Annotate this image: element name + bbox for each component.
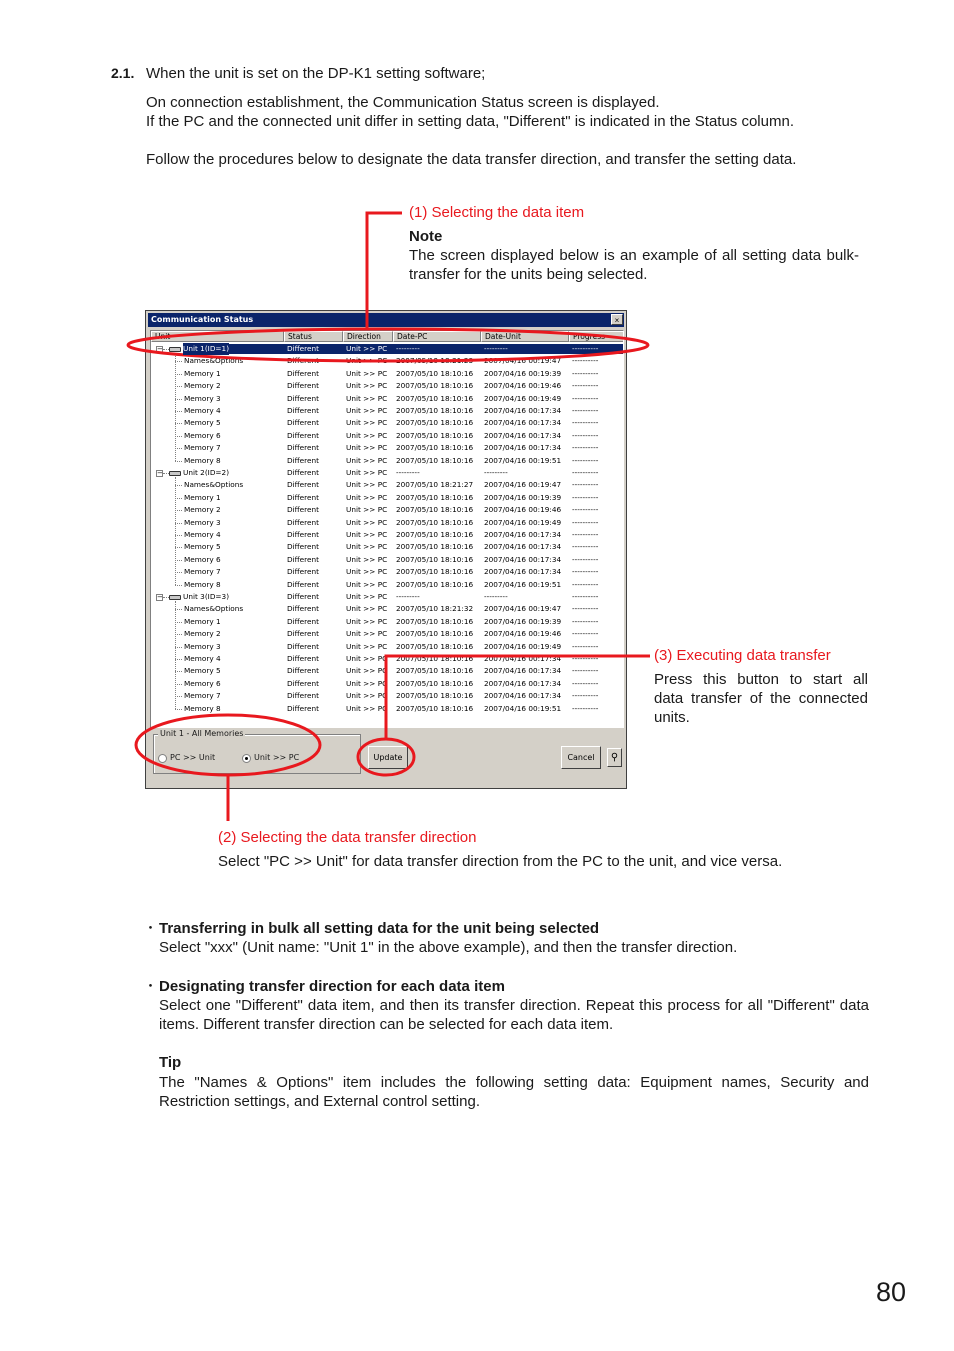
- row-date-pc: 2007/05/10 18:10:16: [396, 517, 474, 527]
- callout-3-title: (3) Executing data transfer: [654, 647, 831, 664]
- row-progress: ----------: [572, 418, 599, 428]
- column-header-date-unit[interactable]: Date-Unit: [481, 331, 569, 342]
- row-date-unit: 2007/04/16 00:19:49: [484, 517, 562, 527]
- row-direction: Unit >> PC: [346, 542, 388, 552]
- row-direction: Unit >> PC: [346, 567, 388, 577]
- column-header-date-pc[interactable]: Date-PC: [393, 331, 481, 342]
- bullet-1-text: Select "xxx" (Unit name: "Unit 1" in the above example), and then the transfer direction.: [159, 939, 738, 956]
- page-number: 80: [876, 1277, 907, 1307]
- tree-connector: [175, 523, 182, 524]
- column-header-progress[interactable]: Progress: [569, 331, 624, 342]
- row-direction: Unit >> PC: [346, 480, 388, 490]
- row-status: Different: [287, 666, 319, 676]
- tree-connector: [175, 485, 182, 486]
- tree-connector: [175, 634, 182, 635]
- row-name: Memory 4: [184, 654, 221, 663]
- tree-item-row[interactable]: [151, 405, 623, 417]
- row-name: Memory 6: [184, 554, 221, 564]
- tree-item-row[interactable]: [151, 690, 623, 702]
- row-status: Different: [287, 505, 319, 515]
- row-date-pc: 2007/05/10 18:10:16: [396, 666, 474, 676]
- row-date-pc: 2007/05/10 18:10:16: [396, 492, 474, 502]
- tree-item-row[interactable]: [151, 566, 623, 578]
- row-progress: ----------: [572, 517, 599, 527]
- row-status: Different: [287, 542, 319, 552]
- row-direction: Unit >> PC: [346, 530, 388, 539]
- row-date-unit: 2007/04/16 00:17:34: [484, 678, 562, 688]
- unit-device-icon: [169, 595, 181, 600]
- intro-line-1: On connection establishment, the Communication Status screen is displayed.: [146, 94, 660, 111]
- row-direction: Unit >> PC: [346, 430, 388, 440]
- row-date-pc: 2007/05/10 18:10:16: [396, 554, 474, 564]
- row-status: Different: [287, 468, 319, 477]
- update-button[interactable]: Update: [368, 746, 408, 769]
- row-name: Memory 1: [184, 492, 221, 502]
- row-status: Different: [287, 455, 319, 465]
- row-status: Different: [287, 406, 319, 415]
- row-status: Different: [287, 691, 319, 701]
- tree-connector: [175, 560, 182, 561]
- row-date-unit: 2007/04/16 00:17:34: [484, 406, 562, 415]
- row-direction: Unit >> PC: [346, 381, 388, 391]
- row-direction: Unit >> PC: [346, 418, 388, 428]
- callout-1-note-label: Note: [409, 228, 443, 245]
- row-progress: ----------: [572, 604, 599, 614]
- tree-item-row[interactable]: [151, 380, 623, 392]
- row-name: Names&Options: [184, 480, 244, 490]
- tree-connector: [175, 535, 182, 536]
- row-date-pc: 2007/05/10 18:10:16: [396, 567, 474, 577]
- callout-1-title: (1) Selecting the data item: [409, 204, 585, 221]
- tree-guide-line: [175, 477, 176, 585]
- row-date-pc: 2007/05/10 18:10:16: [396, 368, 474, 378]
- direction-group-label: Unit 1 - All Memories: [160, 729, 244, 738]
- tree-connector: [175, 622, 182, 623]
- row-date-pc: ---------: [396, 592, 420, 601]
- row-name: Memory 6: [184, 430, 221, 440]
- row-date-unit: 2007/04/16 00:17:34: [484, 691, 562, 701]
- row-date-pc: 2007/05/10 18:10:16: [396, 691, 474, 701]
- row-progress: ----------: [572, 356, 599, 366]
- radio-pc-to-unit[interactable]: [158, 754, 167, 763]
- row-progress: ----------: [572, 592, 599, 601]
- row-name: Memory 8: [184, 703, 221, 713]
- callout-1-note-text: The screen displayed below is an example of all setting data bulk-transfer for the units being selected.: [409, 247, 859, 283]
- row-name: Memory 4: [184, 406, 221, 415]
- tree-item-row[interactable]: [151, 442, 623, 454]
- row-date-unit: 2007/04/16 00:17:34: [484, 418, 562, 428]
- row-date-pc: 2007/05/10 18:10:16: [396, 641, 474, 651]
- row-date-unit: 2007/04/16 00:17:34: [484, 666, 562, 676]
- row-name: Memory 3: [184, 517, 221, 527]
- row-progress: ----------: [572, 579, 599, 589]
- row-progress: ----------: [572, 641, 599, 651]
- dialog-titlebar: [148, 313, 624, 327]
- row-progress: ----------: [572, 492, 599, 502]
- tree-connector: [175, 423, 182, 424]
- tree-guide-line: [175, 601, 176, 709]
- row-progress: ----------: [572, 567, 599, 577]
- tree-connector: [175, 361, 182, 362]
- row-date-unit: ---------: [484, 592, 508, 601]
- row-progress: ----------: [572, 505, 599, 515]
- tree-connector: [175, 510, 182, 511]
- row-progress: ----------: [572, 629, 599, 639]
- dialog-title: Communication Status: [151, 315, 254, 324]
- row-date-unit: ---------: [484, 468, 508, 477]
- row-progress: ----------: [572, 678, 599, 688]
- row-progress: ----------: [572, 455, 599, 465]
- row-progress: ----------: [572, 406, 599, 415]
- tree-connector: [175, 585, 182, 586]
- row-direction: Unit >> PC: [346, 517, 388, 527]
- row-status: Different: [287, 629, 319, 639]
- row-name: Memory 3: [184, 641, 221, 651]
- row-progress: ----------: [572, 480, 599, 490]
- row-date-pc: 2007/05/10 18:21:23: [396, 356, 474, 366]
- tree-connector: [175, 647, 182, 648]
- row-date-pc: 2007/05/10 18:10:16: [396, 530, 474, 539]
- row-date-pc: 2007/05/10 18:10:16: [396, 418, 474, 428]
- tree-connector: [175, 609, 182, 610]
- row-direction: Unit >> PC: [346, 691, 388, 701]
- row-name: Memory 3: [184, 393, 221, 403]
- row-name: Memory 4: [184, 530, 221, 539]
- section-heading: When the unit is set on the DP-K1 setting software;: [146, 65, 486, 82]
- row-date-unit: 2007/04/16 00:19:46: [484, 381, 562, 391]
- tree-connector: [175, 386, 182, 387]
- bullet-1-marker: ・: [143, 920, 159, 937]
- bullet-2-title: Designating transfer direction for each data item: [159, 978, 505, 995]
- row-date-unit: 2007/04/16 00:17:34: [484, 443, 562, 453]
- row-name: Unit 1(ID=1): [183, 344, 230, 353]
- row-date-pc: 2007/05/10 18:10:16: [396, 579, 474, 589]
- row-progress: ----------: [572, 654, 599, 663]
- row-date-pc: 2007/05/10 18:10:16: [396, 654, 474, 663]
- communication-status-dialog: [145, 310, 627, 789]
- row-date-pc: 2007/05/10 18:10:16: [396, 393, 474, 403]
- tree-item-row[interactable]: [151, 455, 623, 467]
- row-name: Memory 8: [184, 455, 221, 465]
- row-date-pc: 2007/05/10 18:10:16: [396, 629, 474, 639]
- row-date-unit: 2007/04/16 00:19:39: [484, 492, 562, 502]
- column-header-unit[interactable]: Unit: [151, 331, 284, 342]
- row-direction: Unit >> PC: [346, 492, 388, 502]
- tree-item-row[interactable]: [151, 430, 623, 442]
- row-direction: Unit >> PC: [346, 666, 388, 676]
- row-status: Different: [287, 368, 319, 378]
- row-direction: Unit >> PC: [346, 368, 388, 378]
- collapse-icon[interactable]: −: [157, 469, 163, 477]
- row-progress: ----------: [572, 468, 599, 477]
- tree-item-row[interactable]: [151, 703, 623, 715]
- tree-connector: [175, 448, 182, 449]
- row-direction: Unit >> PC: [346, 703, 388, 713]
- tree-connector: [175, 659, 182, 660]
- row-date-unit: 2007/04/16 00:19:47: [484, 480, 562, 490]
- tree-item-row[interactable]: [151, 616, 623, 628]
- tree-item-row[interactable]: [151, 479, 623, 491]
- row-name: Memory 2: [184, 629, 221, 639]
- row-name: Memory 2: [184, 505, 221, 515]
- row-date-unit: 2007/04/16 00:17:34: [484, 567, 562, 577]
- collapse-icon[interactable]: −: [157, 593, 163, 601]
- callout-2-text: Select "PC >> Unit" for data transfer direction from the PC to the unit, and vice versa.: [218, 853, 783, 870]
- tree-unit-row[interactable]: [151, 591, 623, 603]
- row-date-pc: 2007/05/10 18:10:16: [396, 455, 474, 465]
- row-date-unit: 2007/04/16 00:17:34: [484, 654, 562, 663]
- row-progress: ----------: [572, 703, 599, 713]
- row-direction: Unit >> PC: [346, 616, 388, 626]
- row-name: Unit 2(ID=2): [183, 468, 230, 477]
- row-date-unit: 2007/04/16 00:19:49: [484, 393, 562, 403]
- row-name: Memory 1: [184, 368, 221, 378]
- tree-connector: [175, 374, 182, 375]
- tree-item-row[interactable]: [151, 554, 623, 566]
- tip-text: The "Names & Options" item includes the following setting data: Equipment names, Security and Restriction settings, and External control setting.: [159, 1074, 869, 1110]
- tree-connector: [175, 709, 182, 710]
- row-status: Different: [287, 356, 319, 366]
- row-direction: Unit >> PC: [346, 468, 388, 477]
- bullet-1-title: Transferring in bulk all setting data for the unit being selected: [159, 920, 600, 937]
- row-date-pc: 2007/05/10 18:10:16: [396, 381, 474, 391]
- tree-item-row[interactable]: [151, 603, 623, 615]
- row-date-unit: 2007/04/16 00:19:49: [484, 641, 562, 651]
- row-status: Different: [287, 480, 319, 490]
- tree-connector: [175, 547, 182, 548]
- row-status: Different: [287, 443, 319, 453]
- row-status: Different: [287, 567, 319, 577]
- row-name: Memory 6: [184, 678, 221, 688]
- row-progress: ----------: [572, 616, 599, 626]
- bullet-2-text: Select one "Different" data item, and then its transfer direction. Repeat this process for all "Different" data items. Different transfer direction can be selected for each data item.: [159, 997, 869, 1033]
- tree-item-row[interactable]: [151, 641, 623, 653]
- row-name: Memory 5: [184, 666, 221, 676]
- row-progress: ----------: [572, 530, 599, 539]
- row-date-unit: 2007/04/16 00:19:51: [484, 579, 562, 589]
- tree-item-row[interactable]: [151, 368, 623, 380]
- section-number: 2.1.: [111, 65, 135, 81]
- tree-connector: [175, 461, 182, 462]
- tree-item-row[interactable]: [151, 653, 623, 665]
- row-date-unit: 2007/04/16 00:19:46: [484, 629, 562, 639]
- status-list[interactable]: [150, 330, 624, 728]
- tree-item-row[interactable]: [151, 517, 623, 529]
- row-direction: Unit >> PC: [346, 654, 388, 663]
- row-date-unit: ---------: [484, 344, 508, 353]
- tree-item-row[interactable]: [151, 579, 623, 591]
- row-name: Memory 5: [184, 418, 221, 428]
- row-direction: Unit >> PC: [346, 629, 388, 639]
- row-date-unit: 2007/04/16 00:17:34: [484, 530, 562, 539]
- tree-guide-line: [175, 353, 176, 461]
- row-progress: ----------: [572, 344, 599, 353]
- row-date-pc: 2007/05/10 18:21:32: [396, 604, 474, 614]
- row-status: Different: [287, 554, 319, 564]
- tree-unit-row[interactable]: [151, 343, 623, 355]
- tree-item-row[interactable]: [151, 417, 623, 429]
- row-status: Different: [287, 530, 319, 539]
- row-status: Different: [287, 616, 319, 626]
- row-date-pc: 2007/05/10 18:10:16: [396, 542, 474, 552]
- tree-connector: [175, 696, 182, 697]
- row-status: Different: [287, 604, 319, 614]
- row-name: Unit 3(ID=3): [183, 592, 230, 601]
- close-button[interactable]: ×: [611, 314, 623, 325]
- row-progress: ----------: [572, 542, 599, 552]
- row-status: Different: [287, 654, 319, 663]
- row-direction: Unit >> PC: [346, 554, 388, 564]
- row-date-pc: 2007/05/10 18:10:16: [396, 616, 474, 626]
- row-direction: Unit >> PC: [346, 641, 388, 651]
- row-status: Different: [287, 641, 319, 651]
- row-status: Different: [287, 678, 319, 688]
- tree-connector: [175, 411, 182, 412]
- help-icon[interactable]: ⚲: [607, 748, 622, 767]
- row-name: Memory 1: [184, 616, 221, 626]
- row-date-unit: 2007/04/16 00:19:39: [484, 368, 562, 378]
- row-progress: ----------: [572, 666, 599, 676]
- tree-item-row[interactable]: [151, 665, 623, 677]
- bullet-2-marker: ・: [143, 978, 159, 995]
- column-header-status[interactable]: Status: [284, 331, 343, 342]
- radio-unit-to-pc[interactable]: [242, 754, 251, 763]
- row-progress: ----------: [572, 381, 599, 391]
- row-date-unit: 2007/04/16 00:17:34: [484, 430, 562, 440]
- row-date-unit: 2007/04/16 00:17:34: [484, 542, 562, 552]
- row-direction: Unit >> PC: [346, 678, 388, 688]
- tree-connector: [175, 436, 182, 437]
- row-date-pc: 2007/05/10 18:10:16: [396, 430, 474, 440]
- row-date-pc: 2007/05/10 18:21:27: [396, 480, 474, 490]
- row-date-unit: 2007/04/16 00:19:51: [484, 703, 562, 713]
- row-date-pc: 2007/05/10 18:10:16: [396, 703, 474, 713]
- row-direction: Unit >> PC: [346, 356, 388, 366]
- row-date-pc: ---------: [396, 344, 420, 353]
- tree-item-row[interactable]: [151, 529, 623, 541]
- row-date-unit: 2007/04/16 00:19:47: [484, 604, 562, 614]
- row-status: Different: [287, 381, 319, 391]
- row-date-pc: 2007/05/10 18:10:16: [396, 678, 474, 688]
- row-name: Memory 5: [184, 542, 221, 552]
- row-name: Memory 2: [184, 381, 221, 391]
- row-direction: Unit >> PC: [346, 455, 388, 465]
- collapse-icon[interactable]: −: [157, 345, 163, 353]
- row-progress: ----------: [572, 393, 599, 403]
- column-header-direction[interactable]: Direction: [343, 331, 393, 342]
- tree-item-row[interactable]: [151, 393, 623, 405]
- tree-connector: [175, 572, 182, 573]
- row-progress: ----------: [572, 368, 599, 378]
- tree-connector: [175, 399, 182, 400]
- row-direction: Unit >> PC: [346, 579, 388, 589]
- row-direction: Unit >> PC: [346, 505, 388, 515]
- row-date-unit: 2007/04/16 00:19:51: [484, 455, 562, 465]
- row-status: Different: [287, 344, 319, 353]
- row-date-pc: 2007/05/10 18:10:16: [396, 505, 474, 515]
- radio-unit-to-pc-label[interactable]: Unit >> PC: [254, 753, 300, 762]
- row-status: Different: [287, 492, 319, 502]
- tree-item-row[interactable]: [151, 504, 623, 516]
- row-date-pc: 2007/05/10 18:10:16: [396, 406, 474, 415]
- row-status: Different: [287, 418, 319, 428]
- row-date-unit: 2007/04/16 00:19:47: [484, 356, 562, 366]
- row-date-pc: 2007/05/10 18:10:16: [396, 443, 474, 453]
- radio-pc-to-unit-label[interactable]: PC >> Unit: [170, 753, 216, 762]
- tree-connector: [175, 671, 182, 672]
- unit-device-icon: [169, 471, 181, 476]
- tree-item-row[interactable]: [151, 355, 623, 367]
- row-status: Different: [287, 393, 319, 403]
- row-name: Memory 7: [184, 691, 221, 701]
- tree-item-row[interactable]: [151, 492, 623, 504]
- row-direction: Unit >> PC: [346, 406, 388, 415]
- row-name: Names&Options: [184, 356, 244, 366]
- row-date-pc: ---------: [396, 468, 420, 477]
- tip-label: Tip: [159, 1054, 182, 1071]
- row-progress: ----------: [572, 443, 599, 453]
- row-status: Different: [287, 592, 319, 601]
- tree-item-row[interactable]: [151, 678, 623, 690]
- row-name: Names&Options: [184, 604, 244, 614]
- row-date-unit: 2007/04/16 00:19:39: [484, 616, 562, 626]
- row-status: Different: [287, 579, 319, 589]
- row-direction: Unit >> PC: [346, 592, 388, 601]
- tree-connector: [175, 684, 182, 685]
- row-direction: Unit >> PC: [346, 604, 388, 614]
- row-date-unit: 2007/04/16 00:19:46: [484, 505, 562, 515]
- unit-device-icon: [169, 347, 181, 352]
- intro-line-2: If the PC and the connected unit differ in setting data, "Different" is indicated in the Status column.: [146, 113, 794, 130]
- row-name: Memory 7: [184, 567, 221, 577]
- row-status: Different: [287, 703, 319, 713]
- row-date-unit: 2007/04/16 00:17:34: [484, 554, 562, 564]
- tree-item-row[interactable]: [151, 541, 623, 553]
- row-status: Different: [287, 517, 319, 527]
- row-progress: ----------: [572, 691, 599, 701]
- list-header: [151, 331, 623, 342]
- row-status: Different: [287, 430, 319, 440]
- callout-3-text: Press this button to start all data transfer of the connected units.: [654, 671, 868, 726]
- row-direction: Unit >> PC: [346, 393, 388, 403]
- row-name: Memory 8: [184, 579, 221, 589]
- intro-procedure: Follow the procedures below to designate the data transfer direction, and transfer the setting data.: [146, 151, 797, 168]
- callout-2-title: (2) Selecting the data transfer direction: [218, 829, 477, 846]
- row-direction: Unit >> PC: [346, 443, 388, 453]
- row-progress: ----------: [572, 554, 599, 564]
- row-progress: ----------: [572, 430, 599, 440]
- cancel-button[interactable]: Cancel: [561, 746, 601, 769]
- tree-unit-row[interactable]: [151, 467, 623, 479]
- row-name: Memory 7: [184, 443, 221, 453]
- row-direction: Unit >> PC: [346, 344, 388, 353]
- tree-connector: [175, 498, 182, 499]
- tree-item-row[interactable]: [151, 628, 623, 640]
